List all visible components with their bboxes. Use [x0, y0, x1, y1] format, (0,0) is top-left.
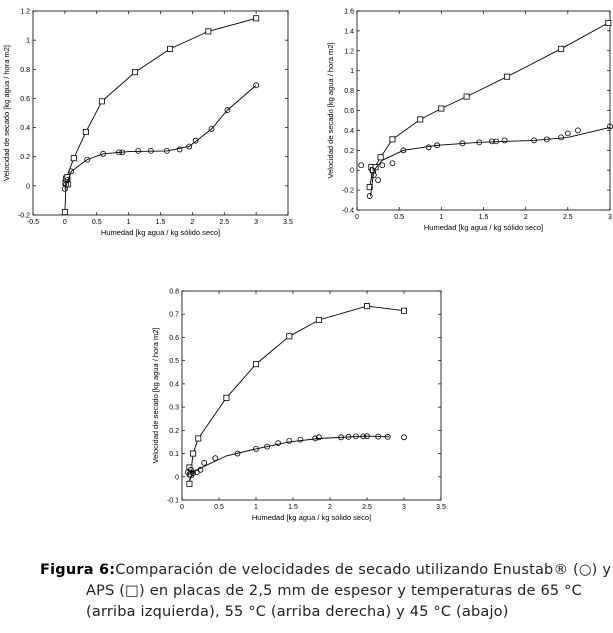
y-tick-label: 0.8 — [344, 88, 354, 96]
caption-label: Figura 6: — [40, 562, 116, 578]
y-tick-label: 0.4 — [169, 381, 179, 389]
y-tick-label: -0.1 — [166, 497, 179, 505]
y-tick-label: 1 — [350, 68, 354, 76]
y-tick-label: 0.7 — [169, 311, 179, 319]
x-tick-label: 3 — [608, 214, 612, 221]
aps-point — [364, 303, 369, 308]
y-tick-label: 1.2 — [344, 48, 354, 56]
y-tick-label: 1.6 — [344, 8, 354, 16]
caption-line-1 — [40, 560, 612, 581]
enustab-point — [402, 435, 407, 440]
y-tick-label: 0.8 — [20, 66, 30, 74]
y-tick-label: 1.4 — [344, 28, 354, 36]
x-tick-label: 1 — [439, 214, 444, 221]
y-axis-label: Velocidad de secado [kg agua / hora m2] — [151, 327, 160, 464]
x-tick-label: 0 — [180, 504, 184, 511]
aps-point — [253, 362, 258, 367]
figure-caption — [40, 560, 612, 623]
aps-point — [316, 317, 321, 322]
y-tick-label: 0.3 — [169, 404, 179, 412]
y-tick-label: 0.2 — [169, 427, 179, 435]
y-tick-label: 0.2 — [344, 147, 354, 155]
x-tick-label: 1.5 — [155, 219, 166, 226]
aps-point — [196, 436, 201, 441]
y-tick-label: 0 — [175, 474, 179, 482]
x-tick-label: 1 — [254, 504, 258, 511]
x-axis-label: Humedad [kg agua / kg sólido seco] — [423, 223, 544, 232]
x-tick-label: 3 — [402, 504, 406, 511]
caption-text-1: Comparación de velocidades de secado utilizando Enustab® (○) y — [115, 562, 612, 578]
y-tick-label: -0.2 — [341, 187, 354, 195]
aps-point — [191, 451, 196, 456]
y-tick-label: 0.5 — [169, 358, 179, 366]
y-tick-label: 1 — [26, 37, 30, 45]
aps-point — [401, 308, 406, 313]
y-tick-label: 0 — [350, 167, 354, 175]
x-axis-label: Humedad [kg agua / kg sólido seco] — [100, 228, 221, 237]
caption-line-2: APS (□) en placas de 2,5 mm de espesor y temperaturas de 65 °C — [86, 583, 582, 599]
x-tick-label: 2.5 — [362, 504, 372, 511]
x-tick-label: 2 — [190, 219, 195, 226]
x-tick-label: 1.5 — [288, 504, 298, 511]
y-axis-label: Velocidad de secado [kg agua / hora m2] — [2, 45, 11, 181]
x-tick-label: 0.5 — [214, 504, 224, 511]
x-tick-label: 3 — [254, 219, 259, 226]
y-tick-label: 0.6 — [344, 108, 354, 115]
x-tick-label: 0 — [355, 214, 359, 221]
y-tick-label: 0.8 — [169, 288, 179, 296]
y-axis-label: Velocidad de secado [kg agua / hora m2] — [326, 42, 335, 179]
enustab-point — [287, 438, 292, 443]
x-tick-label: 2.5 — [219, 219, 230, 226]
x-tick-label: 3.5 — [283, 219, 293, 226]
aps-curve — [189, 306, 404, 484]
y-tick-label: 1.2 — [20, 8, 30, 16]
x-tick-label: 0.5 — [394, 214, 405, 221]
aps-point — [224, 395, 229, 400]
y-tick-label: 0.1 — [169, 451, 179, 459]
y-tick-label: 0.6 — [20, 95, 30, 103]
x-tick-label: 3.5 — [436, 504, 446, 511]
aps-point — [287, 334, 292, 339]
y-tick-label: -0.4 — [341, 207, 354, 215]
y-tick-label: 0.6 — [169, 334, 179, 342]
y-tick-label: 0.4 — [344, 127, 354, 135]
aps-point — [187, 481, 192, 486]
x-tick-label: 2 — [523, 214, 528, 221]
y-tick-label: -0.2 — [17, 212, 30, 220]
x-tick-label: 2 — [328, 504, 332, 511]
x-tick-label: 1.5 — [478, 214, 489, 221]
x-tick-label: 1 — [126, 219, 131, 226]
x-tick-label: -0.5 — [26, 219, 40, 226]
plot-frame — [182, 291, 441, 500]
y-tick-label: 0.4 — [20, 125, 30, 133]
x-axis-label: Humedad [kg agua / kg sólido seco] — [251, 513, 372, 522]
caption-line-3: (arriba izquierda), 55 °C (arriba derecha) y 45 °C (abajo) — [86, 604, 509, 620]
x-tick-label: 0 — [62, 219, 67, 226]
enustab-point — [213, 456, 218, 461]
y-tick-label: 0 — [26, 183, 30, 191]
x-tick-label: 0.5 — [91, 219, 102, 226]
enustab-point — [276, 441, 281, 446]
x-tick-label: 2.5 — [562, 214, 573, 221]
enustab-point — [298, 437, 303, 442]
y-tick-label: 0.2 — [20, 154, 30, 162]
enustab-point — [202, 460, 207, 465]
